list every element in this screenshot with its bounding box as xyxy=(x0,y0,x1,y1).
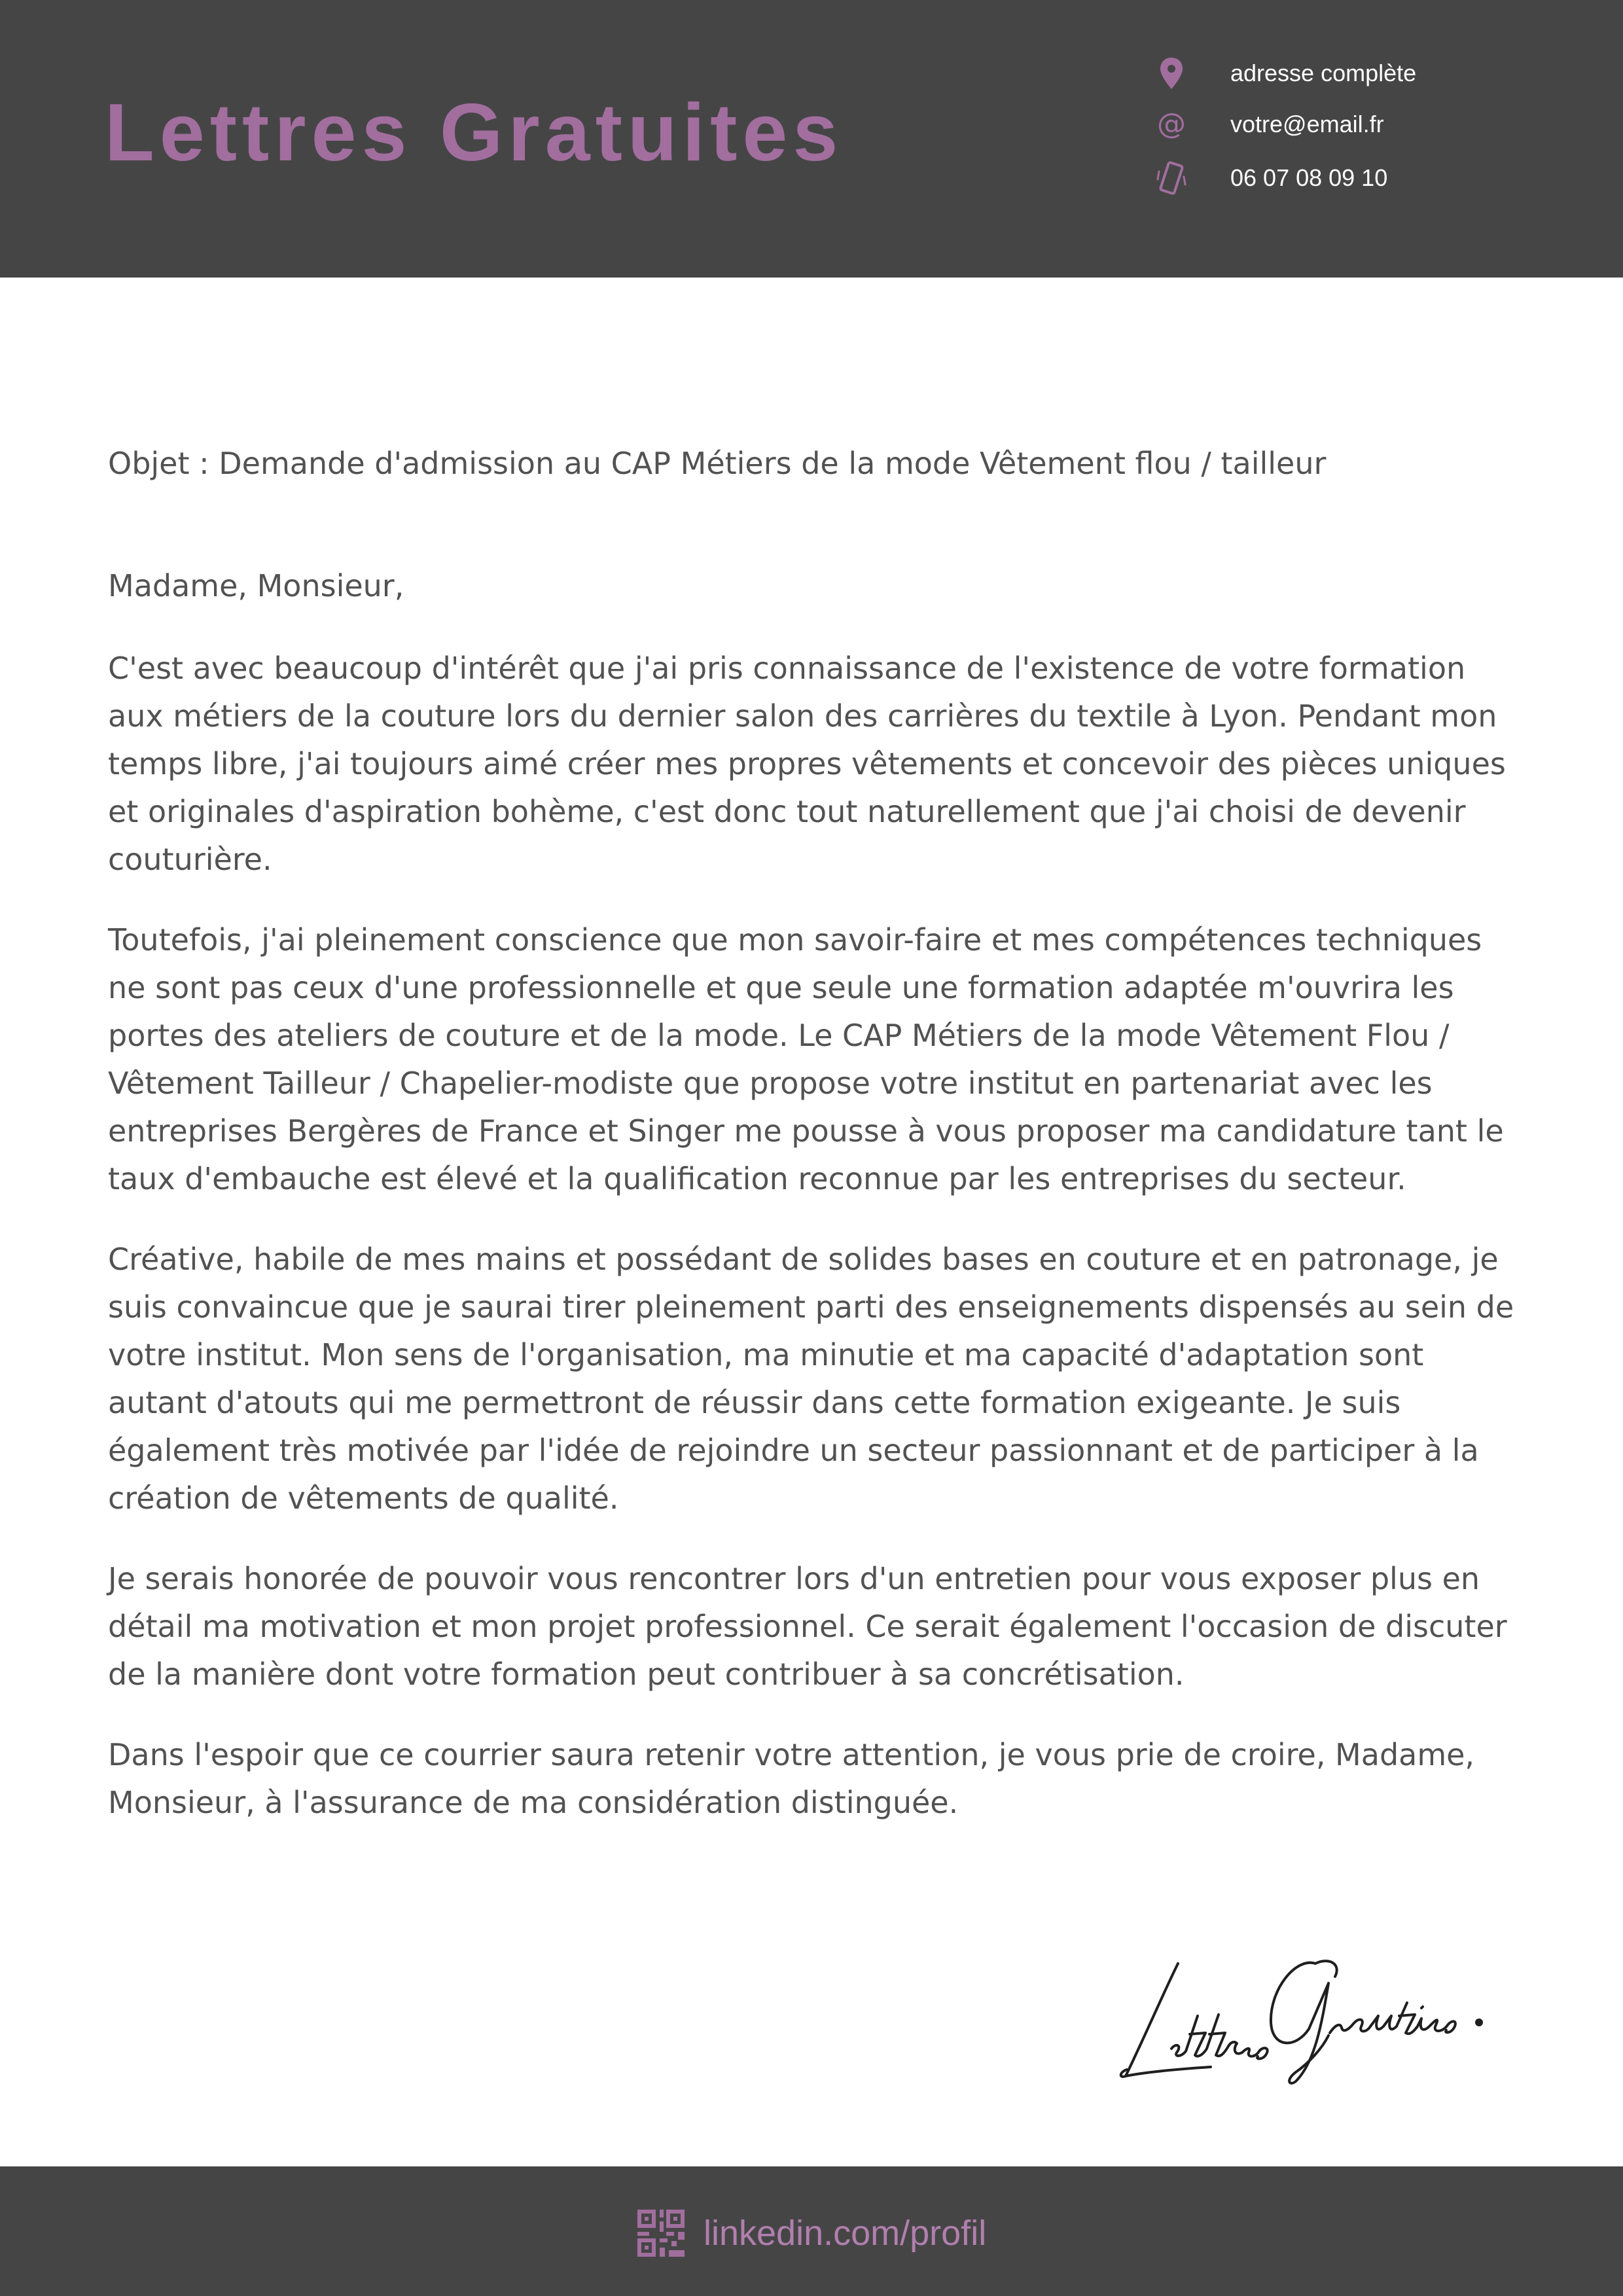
location-pin-icon xyxy=(1152,54,1191,93)
page-footer xyxy=(0,2166,1623,2296)
body-paragraph: Dans l'espoir que ce courrier saura retenir votre attention, je vous prie de croire, Madame, Monsieur, à l'assurance de ma considération distinguée. xyxy=(108,1737,1475,1820)
brand-title: Lettres Gratuites xyxy=(105,88,844,178)
contact-address xyxy=(1152,54,1571,93)
qr-code-icon xyxy=(637,2210,685,2257)
phone-icon xyxy=(1152,158,1191,198)
address-text: adresse complète xyxy=(1230,60,1417,86)
handwritten-signature xyxy=(1099,1918,1518,2088)
letter-subject: Objet : Demande d'admission au CAP Métiers de la mode Vêtement flou / tailleur xyxy=(108,446,1327,481)
contact-phone xyxy=(1152,158,1571,198)
email-text[interactable]: votre@email.fr xyxy=(1230,111,1384,137)
body-paragraph: Toutefois, j'ai pleinement conscience que mon savoir-faire et mes compétences techniques ne sont pas ceux d'une professionnelle et que seule une formation adaptée m'ouvrira les portes des ateliers de couture et de la mode. Le CAP Métiers de la mode Vêtement Flou / Vêtement Tailleur / Chapelier-modiste que propose votre institut en partenariat avec les entreprises Bergères de France et Singer me pousse à vous proposer ma candidature tant le taux d'embauche est élevé et la qualification reconnue par les entreprises du secteur. xyxy=(108,922,1504,1196)
body-paragraph: C'est avec beaucoup d'intérêt que j'ai pris connaissance de l'existence de votre formation aux métiers de la couture lors du dernier salon des carrières du textile à Lyon. Pendant mon temps libre, j'ai toujours aimé créer mes propres vêtements et concevoir des pièces uniques et originales d'aspiration bohème, c'est donc tout naturellement que j'ai choisi de devenir couturière. xyxy=(108,651,1506,877)
at-icon: @ xyxy=(1157,107,1186,141)
page-header xyxy=(0,0,1623,278)
linkedin-link[interactable]: linkedin.com/profil xyxy=(704,2214,987,2253)
letter-salutation: Madame, Monsieur, xyxy=(108,568,404,603)
letter-body xyxy=(108,645,1522,1859)
body-paragraph: Je serais honorée de pouvoir vous rencontrer lors d'un entretien pour vous exposer plus en détail ma motivation et mon projet professionnel. Ce serait également l'occasion de discuter de la manière dont votre formation peut contribuer à sa concrétisation. xyxy=(108,1561,1507,1692)
body-paragraph: Créative, habile de mes mains et possédant de solides bases en couture et en patronage, je suis convaincue que je saurai tirer pleinement parti des enseignements dispensés au sein de votre institut. Mon sens de l'organisation, ma minutie et ma capacité d'adaptation sont autant d'atouts qui me permettront de réussir dans cette formation exigeante. Je suis également très motivée par l'idée de rejoindre un secteur passionnant et de participer à la création de vêtements de qualité. xyxy=(108,1242,1514,1516)
phone-text[interactable]: 06 07 08 09 10 xyxy=(1230,164,1388,191)
contact-email xyxy=(1152,105,1571,144)
